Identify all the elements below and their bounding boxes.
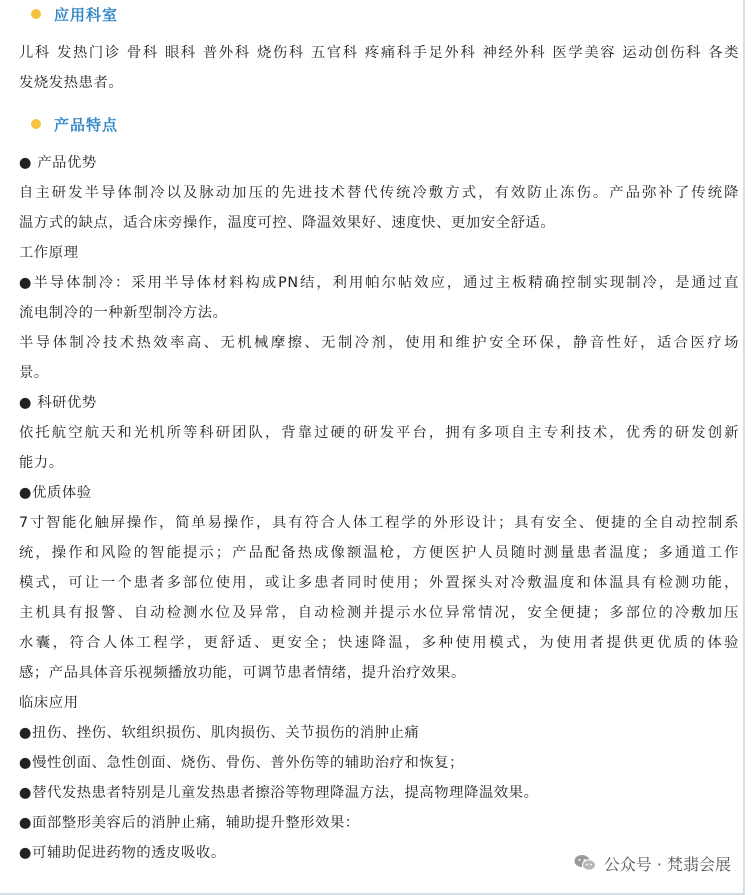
text-line: 能力。 [19,455,64,471]
text-line: 水囊，符合人体工程学，更舒适、更安全；快速降温，多种使用模式，为使用者提供更优质的体验 [19,635,739,651]
subheading-line: ● 科研优势 [19,395,97,411]
bullet-dot-icon [31,9,41,19]
text-line: 感；产品具体音乐视频播放功能，可调节患者情绪，提升治疗效果。 [19,665,466,681]
text-line: 7寸智能化触屏操作，简单易操作，具有符合人体工程学的外形设计；具有安全、便捷的全自动控制系 [19,515,739,531]
text-line: 儿科 发热门诊 骨科 眼科 普外科 烧伤科 五官科 疼痛科手足外科 神经外科 医学美容 运动创伤科 各类 [19,45,739,61]
section-title: 产品特点 [54,115,119,134]
wechat-icon [574,854,596,872]
text-line: ●半导体制冷：采用半导体材料构成PN结，利用帕尔帖效应，通过主板精确控制实现制冷，是通过直 [19,275,739,291]
watermark [574,848,731,878]
subheading-line: 临床应用 [19,695,79,711]
list-item: ●替代发热患者特别是儿童发热患者擦浴等物理降温方法，提高物理降温效果。 [19,785,539,801]
list-item: ●面部整形美容后的消肿止痛，辅助提升整形效果： [19,815,360,831]
subheading-line: ●优质体验 [19,485,92,501]
section-heading-features [31,110,118,138]
text-line: 统，操作和风险的智能提示；产品配备热成像额温枪，方便医护人员随时测量患者温度；多通道工作 [19,545,739,561]
section-title: 应用科室 [54,5,119,24]
list-item: ●扭伤、挫伤、软组织损伤、肌肉损伤、关节损伤的消肿止痛 [19,725,420,741]
subheading-line: 工作原理 [19,245,79,261]
subheading-line: ● 产品优势 [19,155,97,171]
list-item: ●可辅助促进药物的透皮吸收。 [19,845,226,861]
text-line: 模式，可让一个患者多部位使用，或让多患者同时使用；外置探头对冷敷温度和体温具有检测功能， [19,575,739,591]
text-line: 发烧发热患者。 [19,75,124,91]
text-line: 主机具有报警、自动检测水位及异常，自动检测并提示水位异常情况，安全便捷；多部位的冷敷加压 [19,605,739,621]
text-line: 流电制冷的一种新型制冷方法。 [19,305,228,321]
watermark-text: 公众号 · 梵翡会展 [603,854,731,874]
text-line: 温方式的缺点，适合床旁操作，温度可控、降温效果好、速度快、更加安全舒适。 [19,215,556,231]
text-line: 自主研发半导体制冷以及脉动加压的先进技术替代传统冷敷方式，有效防止冻伤。产品弥补了传统降 [19,185,739,201]
bullet-dot-icon [31,119,41,129]
text-line: 依托航空航天和光机所等科研团队，背靠过硬的研发平台，拥有多项自主专利技术，优秀的研发创新 [19,425,739,441]
list-item: ●慢性创面、急性创面、烧伤、骨伤、普外伤等的辅助治疗和恢复； [19,755,465,771]
section-heading-departments [31,0,118,28]
text-line: 半导体制冷技术热效率高、无机械摩擦、无制冷剂，使用和维护安全环保，静音性好，适合医疗场 [19,335,739,351]
text-line: 景。 [19,365,49,381]
